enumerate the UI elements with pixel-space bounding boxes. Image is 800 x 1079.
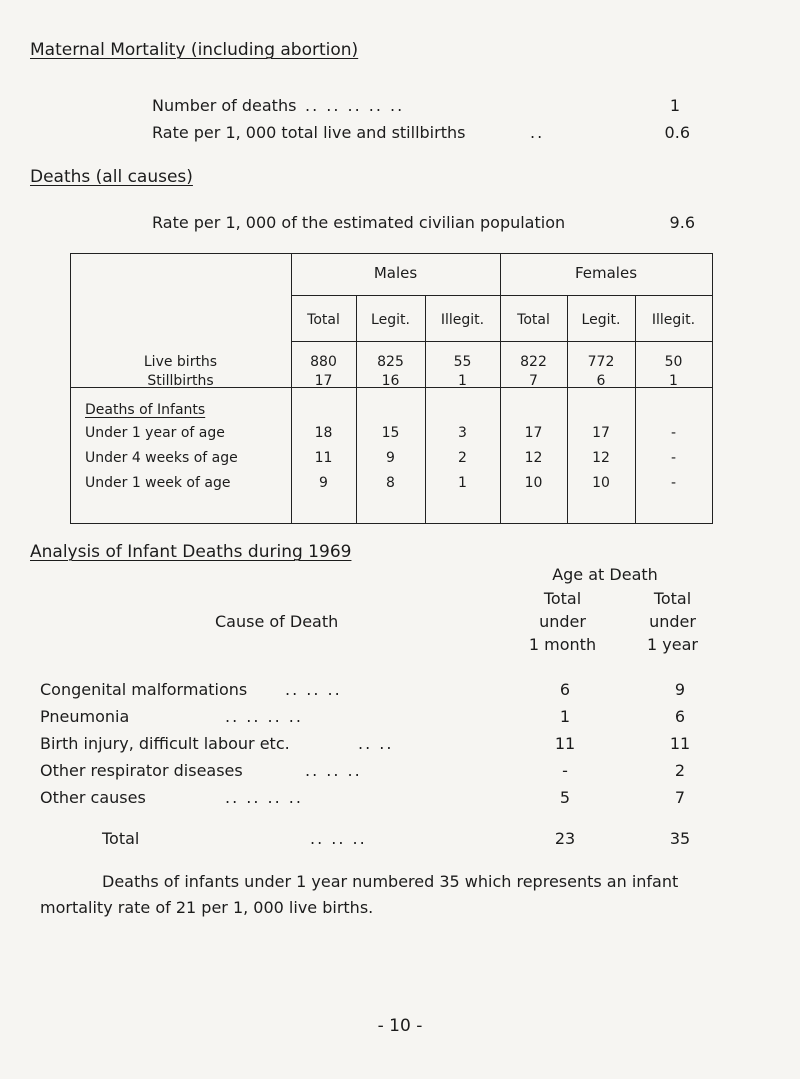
value-month: 11 xyxy=(554,734,576,753)
page-number: - 10 - xyxy=(377,1016,423,1036)
table-cell: 15 xyxy=(381,425,400,441)
col-header-year: Total xyxy=(653,589,692,608)
value-month: 5 xyxy=(559,788,571,807)
leader-dots: .. .. .. xyxy=(285,680,342,699)
infant-deaths-heading: Deaths of Infants xyxy=(85,402,206,418)
col-header-year: under xyxy=(649,612,696,631)
table-cell: 772 xyxy=(587,354,615,370)
table-cell: 8 xyxy=(386,475,395,491)
rate-value: 9.6 xyxy=(669,213,695,232)
deaths-all-heading: Deaths (all causes) xyxy=(30,167,193,187)
maternal-row-value: 0.6 xyxy=(664,123,690,142)
col-header: Illegit. xyxy=(651,312,696,328)
value-year: 7 xyxy=(674,788,686,807)
cause-of-death-header: Cause of Death xyxy=(215,612,339,631)
leader-dots: .. .. .. .. xyxy=(225,707,303,726)
col-header-month: 1 month xyxy=(528,635,597,654)
group-header-females: Females xyxy=(574,264,638,282)
table-cell: 7 xyxy=(529,373,538,389)
table-cell: 11 xyxy=(314,450,333,466)
table-cell: 822 xyxy=(520,354,547,370)
table-cell: 880 xyxy=(310,354,337,370)
cause-label: Other respirator diseases xyxy=(40,761,243,780)
col-header: Total xyxy=(517,312,550,328)
row-label: Under 1 week of age xyxy=(85,475,231,491)
table-cell: 12 xyxy=(592,450,610,466)
table-cell: - xyxy=(670,425,677,441)
col-header: Total xyxy=(307,312,340,328)
table-cell: - xyxy=(670,475,677,491)
table-cell: 9 xyxy=(386,450,395,466)
maternal-heading: Maternal Mortality (including abortion) xyxy=(30,40,359,60)
table-cell: 17 xyxy=(314,373,333,389)
table-cell: 825 xyxy=(377,354,404,370)
col-header: Illegit. xyxy=(440,312,485,328)
row-label: Live births xyxy=(143,354,218,370)
table-cell: - xyxy=(670,450,677,466)
value-year: 2 xyxy=(674,761,686,780)
leader-dots: .. .. .. xyxy=(310,829,367,848)
table-cell: 18 xyxy=(314,425,333,441)
row-label: Stillbirths xyxy=(147,373,214,389)
summary-line: mortality rate of 21 per 1, 000 live births. xyxy=(40,898,374,917)
cause-label: Pneumonia xyxy=(40,707,130,726)
value-year: 6 xyxy=(674,707,686,726)
maternal-row-label: Rate per 1, 000 total live and stillbirths xyxy=(152,123,466,142)
value-month: 1 xyxy=(559,707,571,726)
analysis-heading: Analysis of Infant Deaths during 1969 xyxy=(30,542,352,562)
col-header-month: Total xyxy=(543,589,582,608)
leader-dots: .. .. .. .. xyxy=(225,788,303,807)
maternal-row-value: 1 xyxy=(669,96,680,115)
total-label: Total xyxy=(102,829,140,848)
group-header-males: Males xyxy=(373,264,418,282)
cause-label: Birth injury, difficult labour etc. xyxy=(40,734,290,753)
total-month: 23 xyxy=(554,829,576,848)
leader-dots: .. .. .. .. .. xyxy=(305,96,405,115)
summary-line: Deaths of infants under 1 year numbered 35 which represents an infant xyxy=(102,872,679,891)
table-cell: 2 xyxy=(458,450,467,466)
leader-dots: .. .. .. xyxy=(305,761,362,780)
table-cell: 1 xyxy=(669,373,678,389)
table-cell: 1 xyxy=(458,373,467,389)
table-cell: 55 xyxy=(453,354,472,370)
value-month: - xyxy=(562,761,568,780)
value-month: 6 xyxy=(559,680,571,699)
table-cell: 50 xyxy=(664,354,683,370)
total-year: 35 xyxy=(669,829,691,848)
table-cell: 12 xyxy=(524,450,543,466)
table-cell: 10 xyxy=(592,475,610,491)
cause-label: Other causes xyxy=(40,788,146,807)
table-cell: 9 xyxy=(319,475,328,491)
rate-label: Rate per 1, 000 of the estimated civilian population xyxy=(152,213,566,232)
table-cell: 10 xyxy=(524,475,543,491)
leader-dots: .. xyxy=(530,123,545,142)
table-cell: 1 xyxy=(458,475,467,491)
cause-label: Congenital malformations xyxy=(40,680,248,699)
col-header: Legit. xyxy=(581,312,621,328)
col-header-year: 1 year xyxy=(647,635,698,654)
table-cell: 6 xyxy=(596,373,606,389)
row-label: Under 4 weeks of age xyxy=(85,450,238,466)
leader-dots: .. .. xyxy=(358,734,394,753)
table-cell: 17 xyxy=(524,425,543,441)
table-cell: 16 xyxy=(381,373,400,389)
maternal-row-label: Number of deaths xyxy=(152,96,297,115)
value-year: 11 xyxy=(669,734,691,753)
value-year: 9 xyxy=(674,680,686,699)
births-deaths-table xyxy=(70,253,713,524)
row-label: Under 1 year of age xyxy=(85,425,225,441)
age-at-death-header: Age at Death xyxy=(552,565,658,584)
col-header-month: under xyxy=(539,612,586,631)
col-header: Legit. xyxy=(371,312,410,328)
table-cell: 3 xyxy=(458,425,467,441)
table-cell: 17 xyxy=(592,425,610,441)
